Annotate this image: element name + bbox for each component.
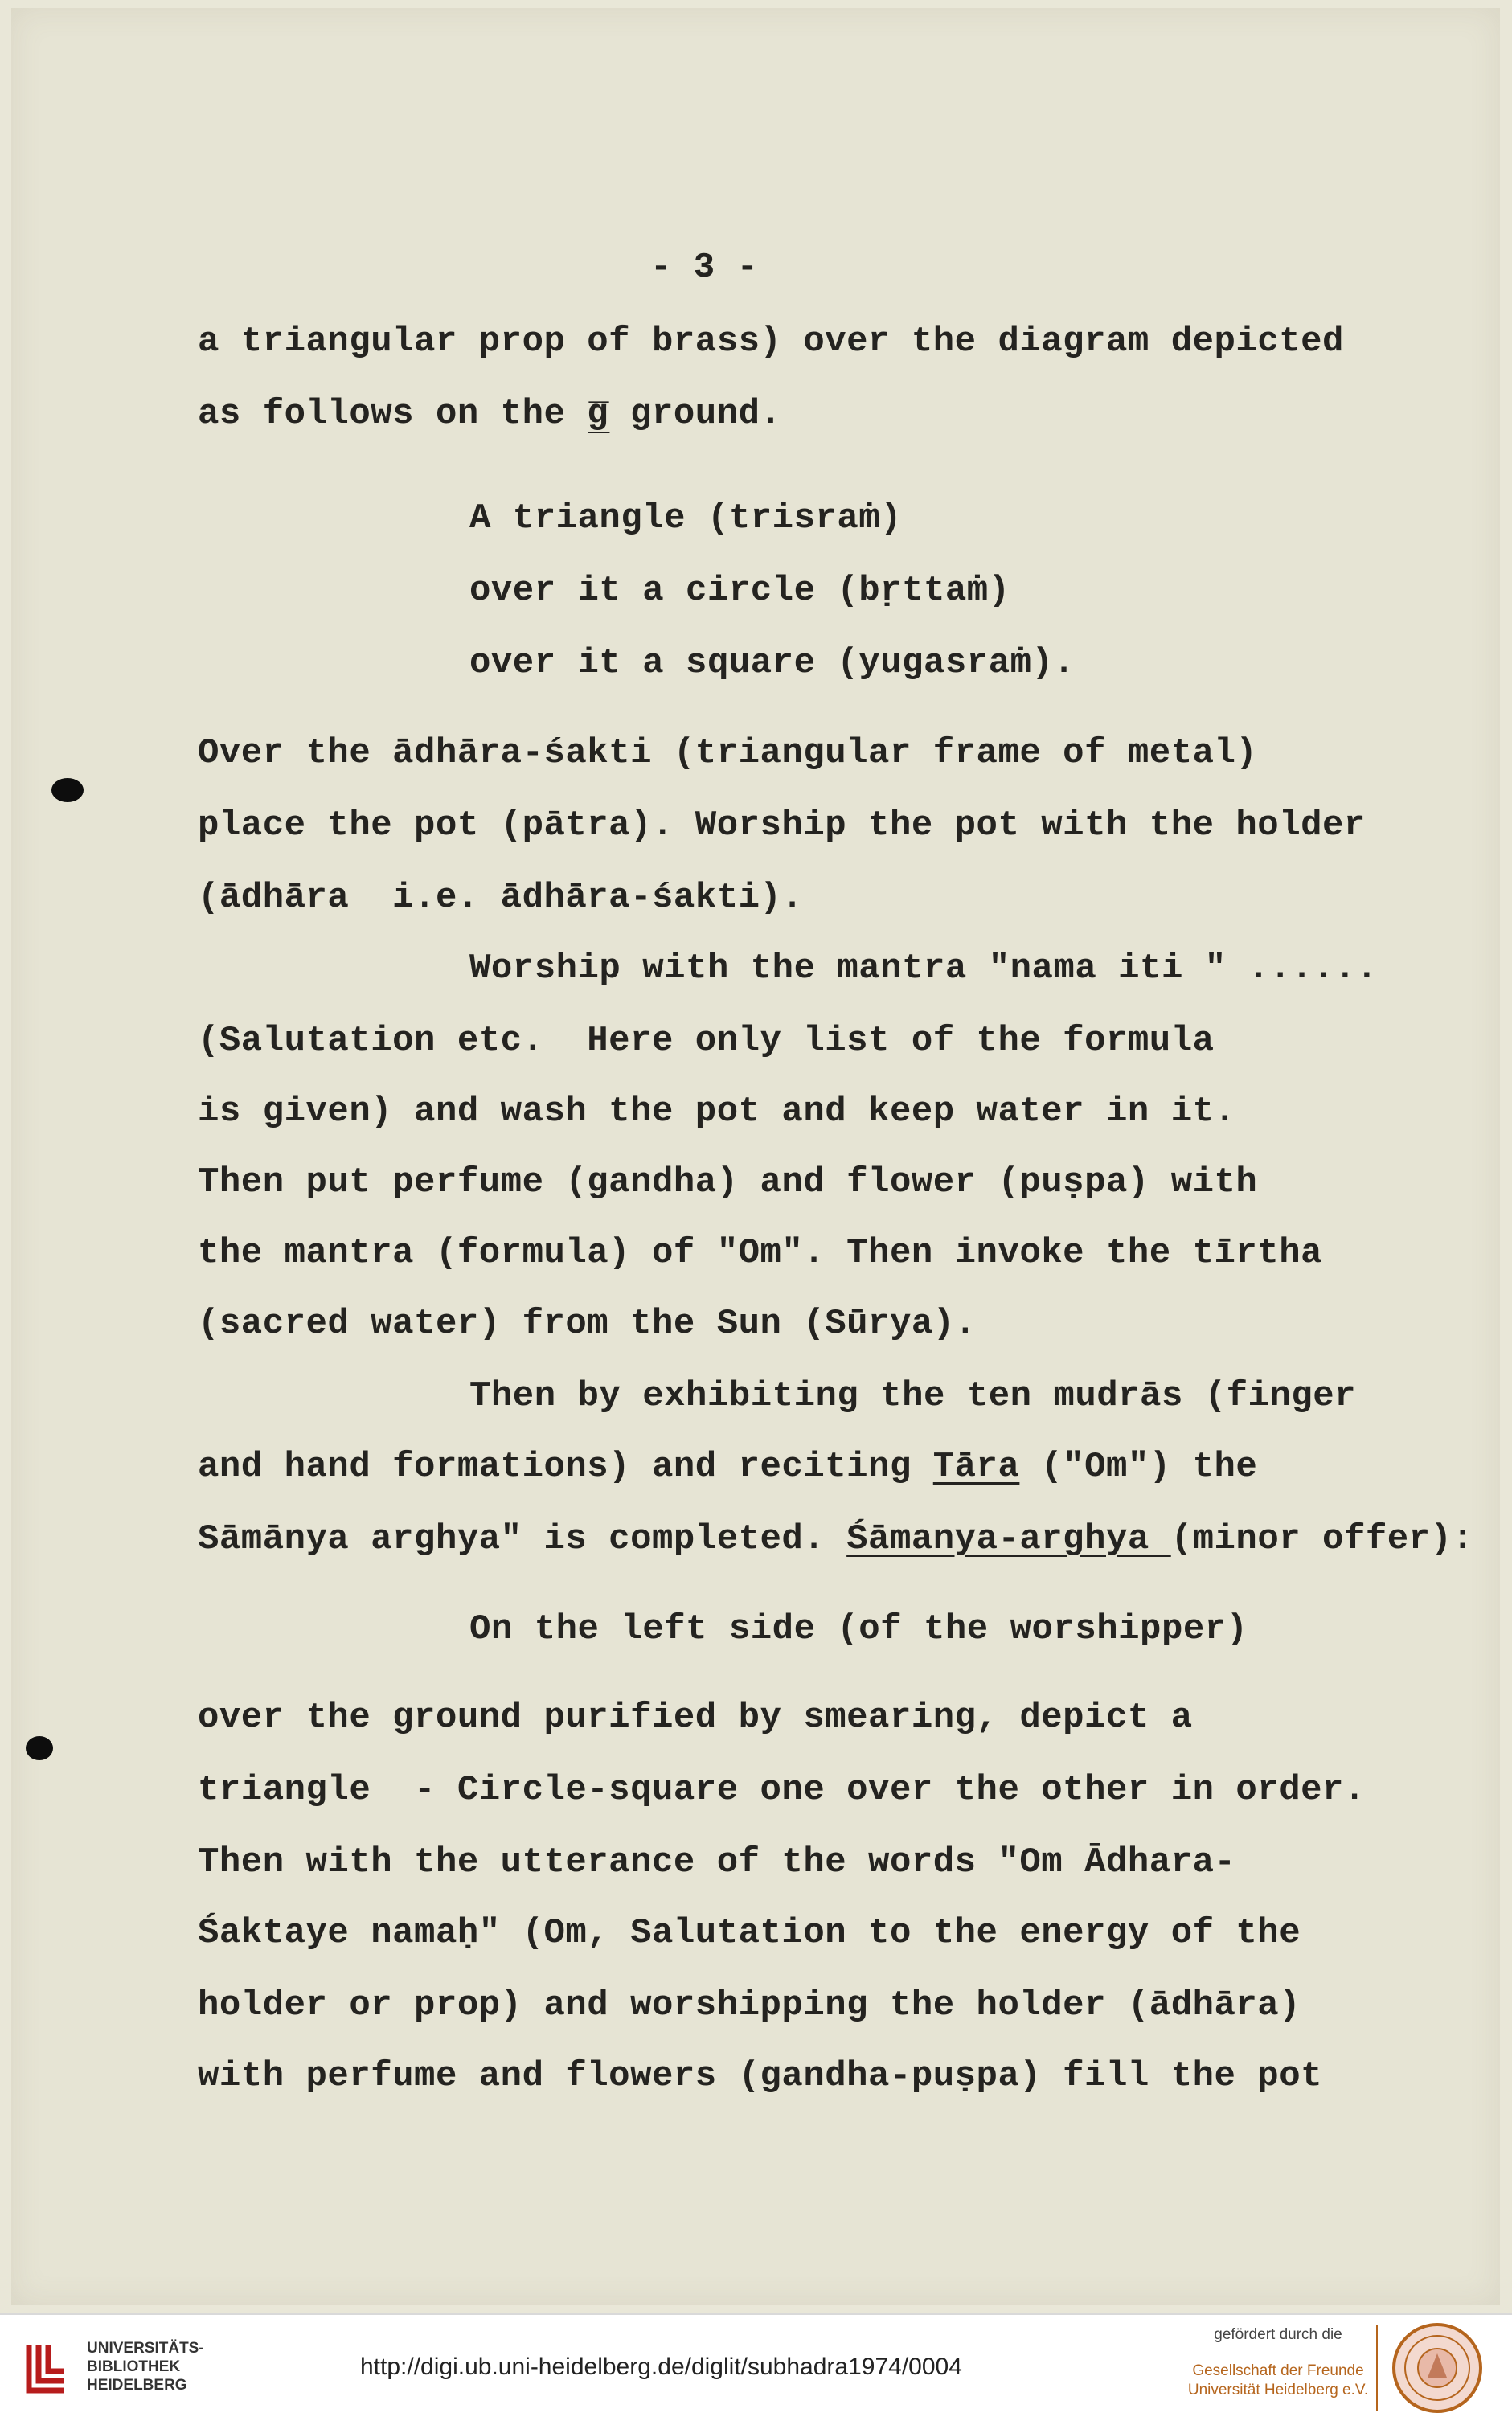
underlined-term: Tāra — [932, 1447, 1020, 1487]
text-line: is given) and wash the pot and keep water in it. — [198, 1092, 1236, 1132]
page-number: - 3 - — [650, 248, 759, 288]
text-line: over the ground purified by smearing, depict a — [198, 1698, 1193, 1738]
institution-name: UNIVERSITÄTS- BIBLIOTHEK HEIDELBERG — [87, 2340, 204, 2394]
text-line: as follows on the g̲̅ ground. — [198, 394, 782, 434]
text-line: Worship with the mantra "nama iti " ...... — [469, 948, 1378, 989]
punch-hole-mark — [51, 778, 84, 802]
text-line: Śaktaye namaḥ" (Om, Salutation to the energy of the — [198, 1913, 1301, 1953]
text-line: Over the ādhāra-śakti (triangular frame of metal) — [198, 733, 1258, 773]
university-library-logo-icon — [18, 2339, 76, 2397]
text-line: the mantra (formula) of "Om". Then invoke the tīrtha — [198, 1233, 1323, 1273]
text-line — [198, 1447, 1257, 1487]
text-segment: (minor offer): — [1170, 1519, 1474, 1559]
document-page — [11, 8, 1500, 2305]
text-line: Then by exhibiting the ten mudrās (finger — [469, 1376, 1357, 1416]
text-line: place the pot (pātra). Worship the pot with the holder — [198, 805, 1366, 846]
text-line: with perfume and flowers (gandha-puṣpa) fill the pot — [198, 2056, 1323, 2096]
text-line: (ādhāra i.e. ādhāra-śakti). — [198, 878, 804, 918]
sponsor-name: Gesellschaft der Freunde Universität Heidelberg e.V. — [1187, 2362, 1369, 2398]
text-line: On the left side (of the worshipper) — [469, 1609, 1248, 1649]
text-line: a triangular prop of brass) over the diagram depicted — [198, 322, 1344, 362]
text-segment: ("Om") the — [1019, 1447, 1258, 1487]
text-line: (sacred water) from the Sun (Sūrya). — [198, 1304, 977, 1344]
text-segment: and hand formations) and reciting — [198, 1447, 933, 1487]
text-line: over it a circle (bṛttaṁ) — [469, 571, 1010, 611]
footer-bar — [0, 2313, 1512, 2421]
sponsor-label: gefördert durch die — [1214, 2326, 1342, 2343]
punch-hole-mark — [26, 1736, 53, 1760]
text-line: over it a square (yugasraṁ). — [469, 643, 1076, 683]
text-line — [198, 1519, 1473, 1559]
text-line: holder or prop) and worshipping the holder (ādhāra) — [198, 1985, 1301, 2026]
text-line: Then with the utterance of the words "Om Ādhara- — [198, 1842, 1236, 1882]
footer-divider — [1376, 2325, 1378, 2411]
text-line: A triangle (trisraṁ) — [469, 498, 903, 539]
text-line: (Salutation etc. Here only list of the formula — [198, 1021, 1215, 1061]
text-line: Then put perfume (gandha) and flower (puṣpa) with — [198, 1162, 1258, 1202]
document-url[interactable]: http://digi.ub.uni-heidelberg.de/diglit/subhadra1974/0004 — [360, 2353, 962, 2380]
university-seal-icon — [1391, 2321, 1484, 2415]
underlined-term: Śāmanya-arghya — [846, 1519, 1171, 1559]
text-line: triangle - Circle-square one over the other in order. — [198, 1770, 1366, 1810]
text-segment: Sāmānya arghya" is completed. — [198, 1519, 847, 1559]
